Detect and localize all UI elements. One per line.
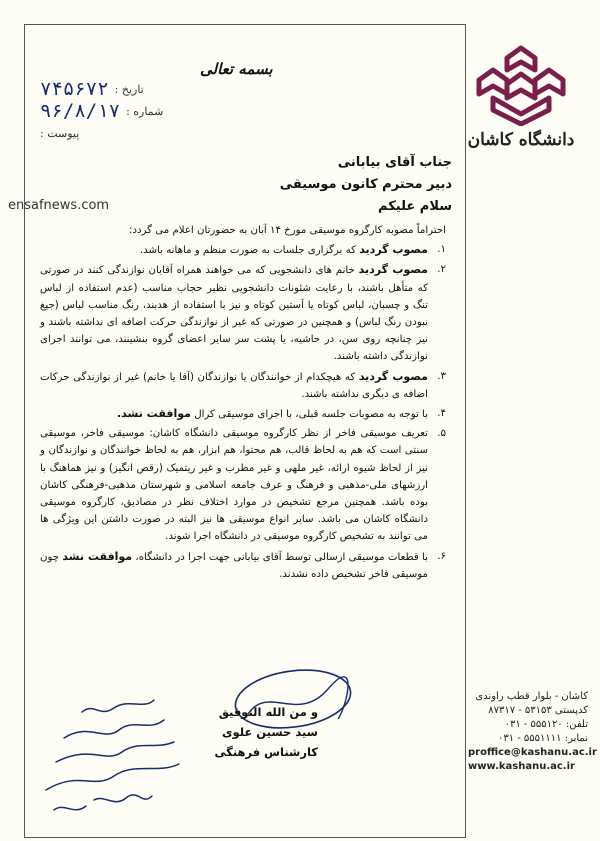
phone: تلفن: ۵۵۵۱۲۰ - ۰۳۱ — [504, 719, 588, 730]
signature-block — [208, 702, 318, 762]
signer-title: کارشناس فرهنگی — [214, 745, 318, 759]
letter-body — [40, 222, 446, 585]
email-link[interactable]: proffice@kashanu.ac.ir — [468, 747, 597, 758]
university-name: دانشگاه کاشان — [467, 130, 575, 150]
number-row — [40, 100, 200, 122]
item-number: ۴. — [437, 408, 446, 420]
address-line: کاشان - بلوار قطب راوندی — [475, 691, 588, 702]
item-number: ۵. — [437, 428, 446, 440]
number-label: شماره : — [126, 104, 164, 118]
item-text: با توجه به مصوبات جلسه قبلی، با اجرای موسیقی کرال — [194, 409, 428, 421]
item-tail-bold: موافقت نشد. — [117, 407, 191, 421]
date-row — [40, 78, 200, 100]
postal-code: کدپستی ۵۳۱۵۳ - ۸۷۳۱۷ — [488, 705, 588, 716]
list-item — [40, 241, 446, 259]
item-text: که برگزاری جلسات به صورت منظم و ماهانه باشد. — [139, 245, 356, 257]
basmala: بسمه تعالی — [200, 60, 273, 78]
date-label: تاریخ : — [114, 82, 144, 96]
addressee-title: دبیر محترم کانون موسیقی — [279, 177, 452, 192]
website-link[interactable]: www.kashanu.ac.ir — [468, 761, 575, 772]
item-number: ۲. — [437, 264, 446, 276]
item-text: تعریف موسیقی فاخر از نظر کارگروه موسیقی دانشگاه کاشان: موسیقی فاخر، موسیقی سنتی است که هم به لحاظ قالب، هم محتوا، هم ابزار، هم به لحاظ خوانندگان و نوازندگان و نیز از لحاظ شیوه ارائه، غیر ملهی و غیر مطرب و غیر ریتمیک (رقص انگیز) و نیز هماهنگ با ارزشهای ملی-مذهبی و فرهنگ و عرف جامعه اسلامی و شهرستان مذهبی-فرهنگی کاشان بوده باشد. همچنین مرجع تشخیص در موارد اختلاف نظر در مصادیق، کارگروه موسیقی دانشگاه کاشان می باشد. سایر انواع موسیقی ها نیز البته در صورت داشتن این ویژگی ها می توانند به تشخیص کارگروه موسیقی در دانشگاه اجرا شوند. — [40, 428, 428, 543]
watermark: ensafnews.com — [8, 198, 110, 213]
closing-phrase: و من الله التوفیق — [218, 705, 318, 719]
list-item — [40, 368, 446, 403]
item-lead: مصوب گردید — [358, 369, 428, 383]
list-item — [40, 261, 446, 365]
addressee-name: جناب آقای بیابانی — [337, 155, 452, 170]
addressee-block — [152, 152, 452, 218]
item-number: ۳. — [437, 370, 446, 382]
item-lead: مصوب گردید — [358, 263, 428, 277]
attachment-label: پیوست : — [40, 126, 80, 140]
handwritten-note-icon — [34, 690, 194, 830]
university-emblem-icon — [473, 40, 569, 126]
list-item — [40, 425, 446, 545]
date-value: ۷۴۵۶۷۲ — [40, 78, 109, 100]
signer-name: سید حسین علوی — [222, 725, 318, 739]
university-logo — [466, 40, 576, 150]
list-item — [40, 405, 446, 423]
item-tail-bold: موافقت نشد — [62, 549, 133, 563]
item-lead: مصوب گردید — [359, 243, 428, 257]
letter-meta — [40, 78, 200, 144]
university-address — [468, 690, 597, 774]
intro-paragraph: احتراماً مصوبه کارگروه موسیقی مورخ ۱۴ آبان به حضورتان اعلام می گردد: — [129, 225, 446, 236]
item-number: ۱. — [437, 244, 446, 256]
list-item — [40, 548, 446, 583]
item-tail: چون موسیقی فاخر تشخیص داده نشدند. — [40, 551, 428, 580]
item-text: خانم های دانشجویی که می خواهند همراه آقایان نوازندگی کنند در صورتی که متأهل باشند، با رعایت شئونات دانشجویی نظیر حجاب مناسب (عدم استفاده از لباس تنگ و چسبان، لباس کوتاه یا آستین کوتاه و نیز با استفاده از هدبند، رنگ مناسب لباس (جیغ نبودن رنگ لباس) و همچنین در صورتی که غیر از نوازندگی حرکت اضافه ای نداشته باشند و نیز چنانچه روی سن، در حاشیه، یا پشت سر سایر اعضای گروه بنشینند، می توانند اجرای نوازندگی داشته باشند. — [40, 265, 428, 363]
item-number: ۶. — [437, 550, 446, 562]
fax: نمابر: ۵۵۵۱۱۱۱ - ۰۳۱ — [498, 733, 588, 744]
greeting: سلام علیکم — [378, 199, 452, 214]
item-text: با قطعات موسیقی ارسالی توسط آقای بیابانی جهت اجرا در دانشگاه، — [135, 551, 428, 563]
attachment-row — [40, 122, 200, 144]
item-text: که هیچکدام از خوانندگان یا نوازندگان (آقا یا خانم) غیر از نوازندگی حرکات اضافه ی دیگری نداشته باشند. — [40, 371, 428, 400]
number-value: ۹۶/۸/۱۷ — [40, 100, 121, 122]
